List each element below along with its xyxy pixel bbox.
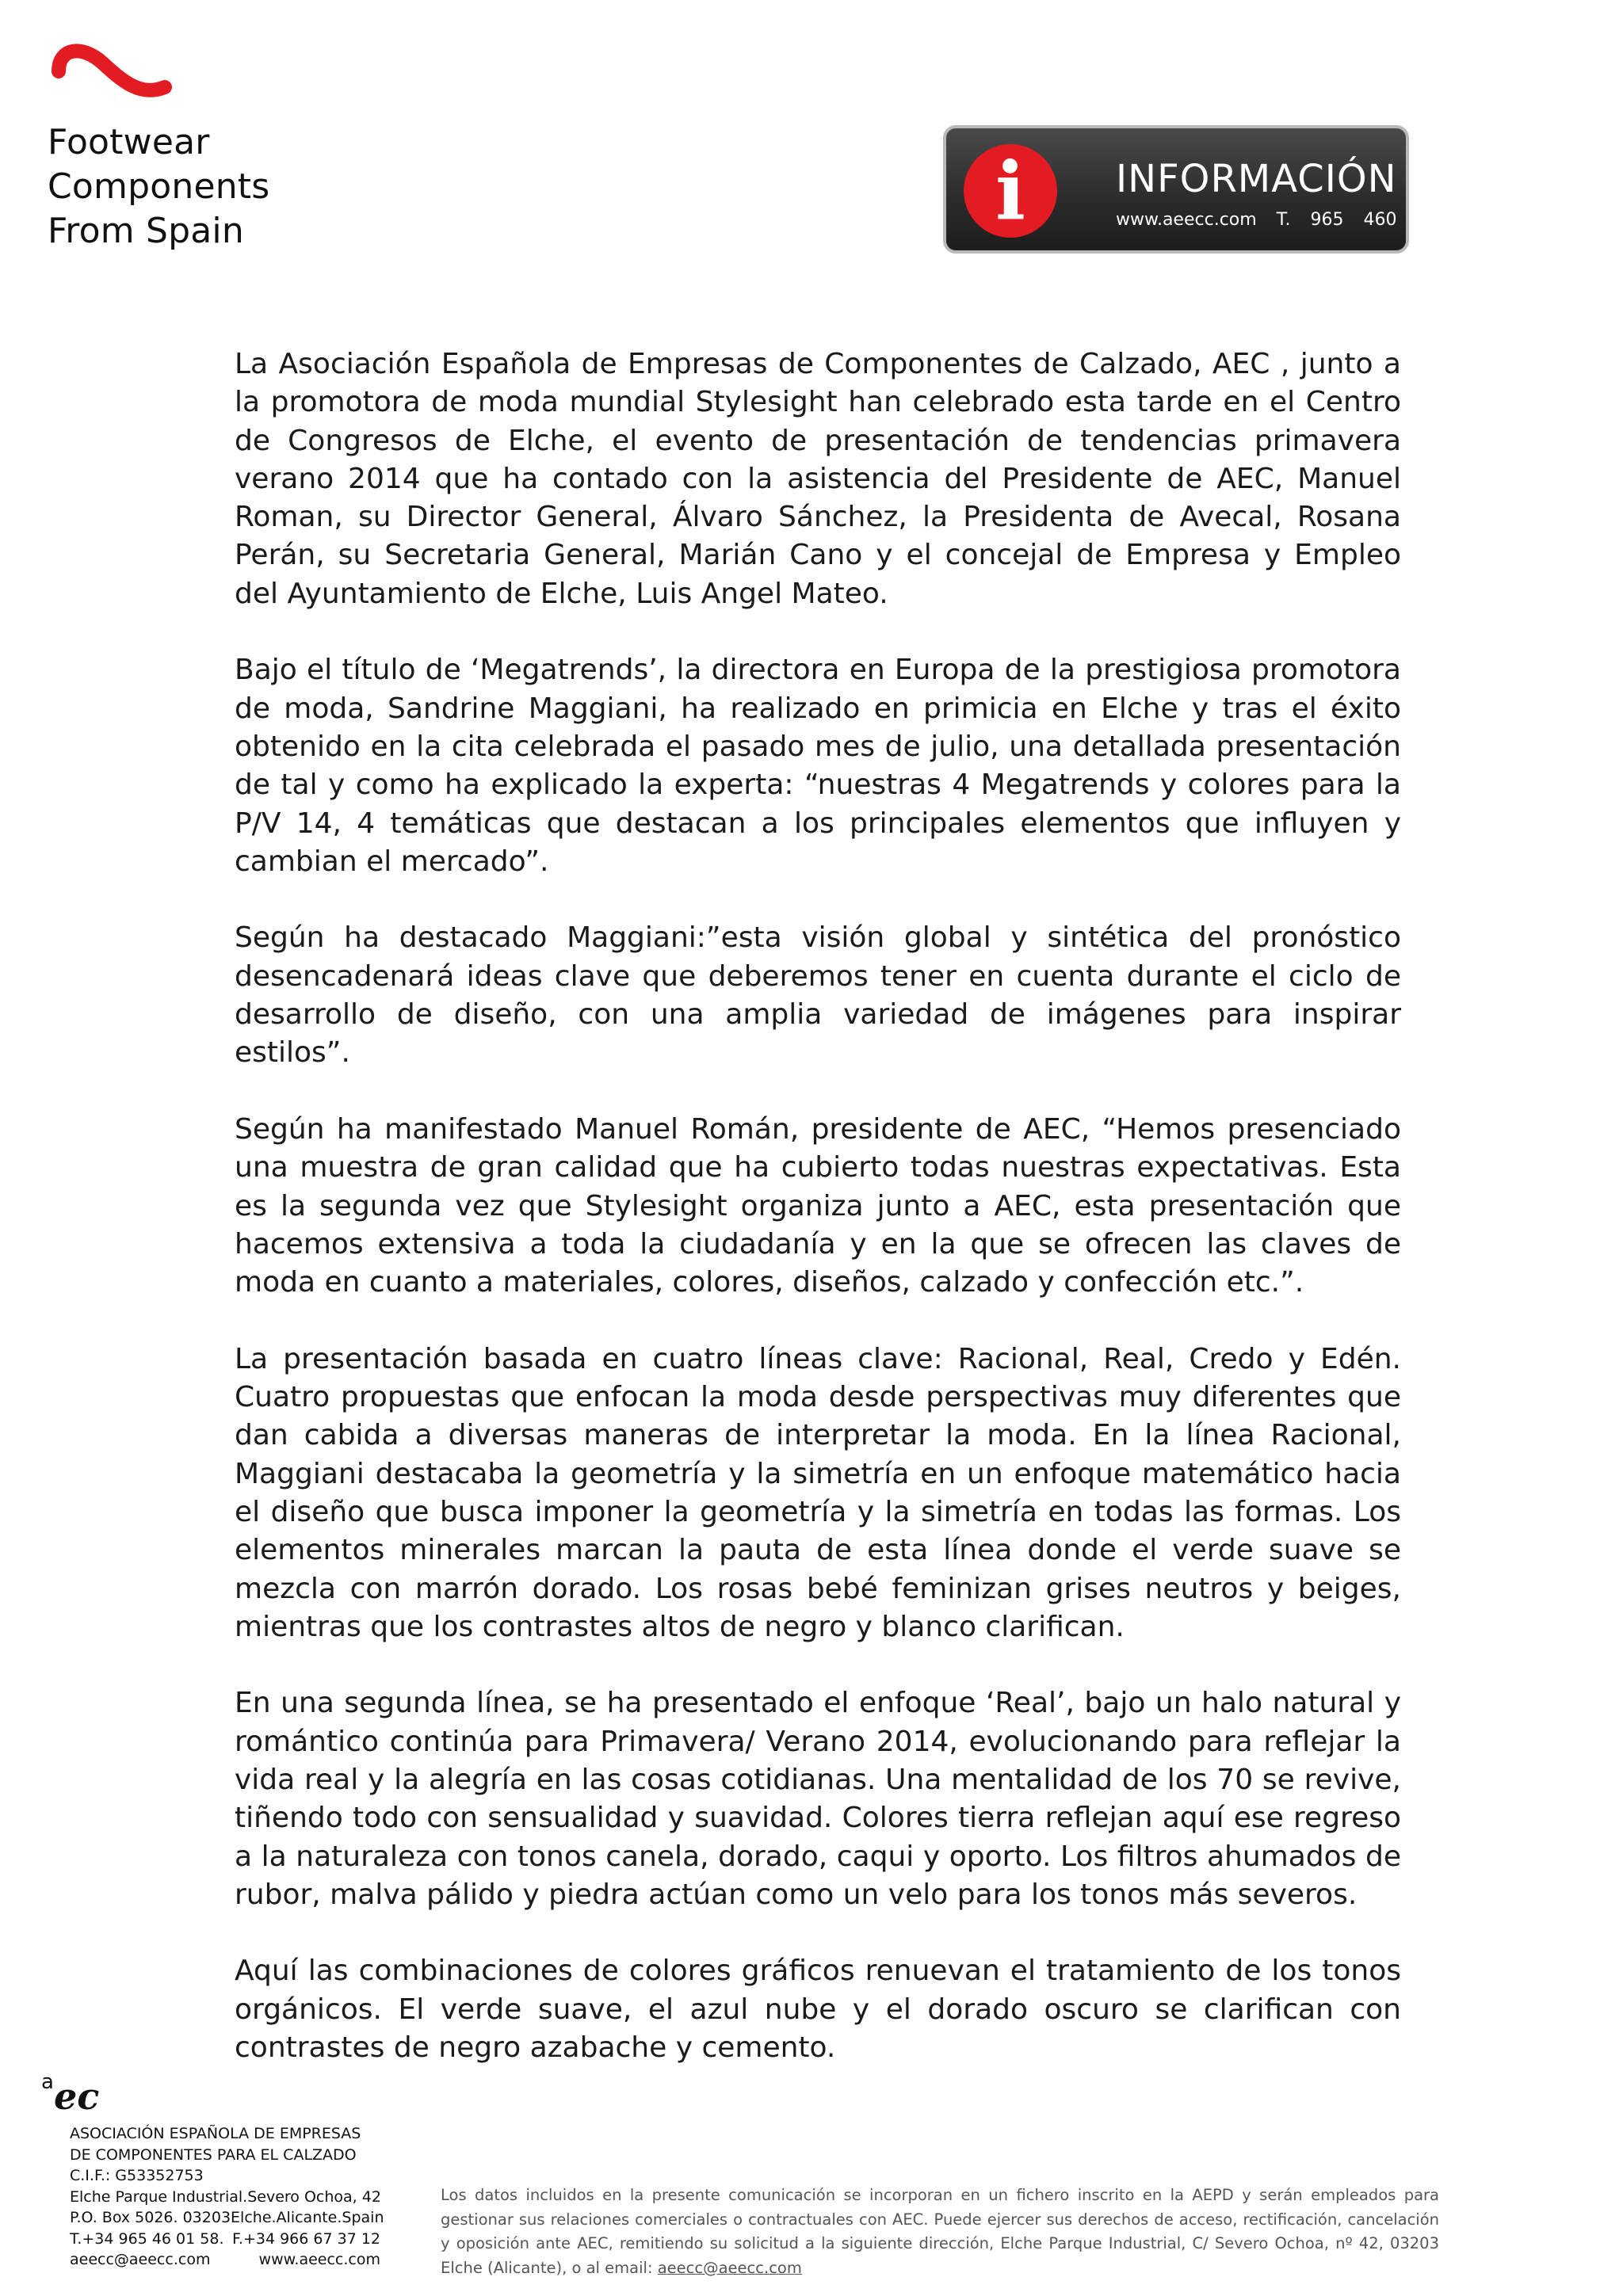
info-title: INFORMACIÓN <box>1116 157 1397 201</box>
logo-line-2: Components <box>48 166 270 207</box>
info-phone: T. 965 460 158 <box>1276 210 1450 230</box>
org-name-line-1: ASOCIACIÓN ESPAÑOLA DE EMPRESAS <box>70 2125 361 2142</box>
logo-wordmark <box>48 120 301 254</box>
logo-line-3: From Spain <box>48 211 244 251</box>
aec-logo-icon <box>40 2068 135 2118</box>
paragraph-3: Según ha destacado Maggiani:”esta visión global y sintética del pronóstico desencadenará ideas clave que deberemos tener en cuenta durante el ciclo de desarrollo de diseño, con una amplia variedad de imágenes para inspirar estilos”. <box>235 921 1401 1070</box>
paragraph-4: Según ha manifestado Manuel Román, presidente de AEC, “Hemos presenciado una muestra de gran calidad que ha cubierto todas nuestras expectativas. Esta es la segunda vez que Stylesight organiza junto a AEC, esta presentación que hacemos extensiva a toda la ciudadanía y en la que se ofrecen las claves de moda en cuanto a materiales, colores, diseños, calzado y confección etc.”. <box>235 1112 1401 1299</box>
info-website: www.aeecc.com <box>1116 210 1257 230</box>
paragraph-1: La Asociación Española de Empresas de Componentes de Calzado, AEC , junto a la promotora de moda mundial Stylesight han celebrado esta tarde en el Centro de Congresos de Elche, el evento de presentación de tendencias primavera verano 2014 que ha contado con la asistencia del Presidente de AEC, Manuel Roman, su Director General, Álvaro Sánchez, la Presidenta de Avecal, Rosana Perán, su Secretaria General, Marián Cano y el concejal de Empresa y Empleo del Ayuntamiento de Elche, Luis Angel Mateo. <box>235 348 1401 610</box>
privacy-disclaimer <box>441 2183 1439 2280</box>
paragraph-6: En una segunda línea, se ha presentado el enfoque ‘Real’, bajo un halo natural y romántico continúa para Primavera/ Verano 2014, evolucionando para reflejar la vida real y la alegría en las cosas cotidianas. Una mentalidad de los 70 se revive, tiñendo todo con sensualidad y suavidad. Colores tierra reflejan aquí ese regreso a la naturaleza con tonos canela, dorado, caqui y oporto. Los filtros ahumados de rubor, malva pálido y piedra actúan como un velo para los tonos más severos. <box>235 1687 1401 1911</box>
press-release-body <box>235 345 1401 2106</box>
org-phone-row <box>70 2229 380 2250</box>
disclaimer-email-link[interactable]: aeecc@aeecc.com <box>657 2258 802 2277</box>
aec-logo-ec: ec <box>54 2075 100 2118</box>
org-address-row <box>70 2187 380 2208</box>
org-pobox-row <box>70 2207 384 2229</box>
info-contact <box>1116 209 1449 231</box>
aec-logo-a: a <box>41 2070 54 2094</box>
org-website[interactable]: www.aeecc.com <box>258 2251 380 2268</box>
org-fax: F.+34 966 67 37 12 <box>232 2229 380 2248</box>
paragraph-7: Aquí las combinaciones de colores gráficos renuevan el tratamiento de los tonos orgánicos. El verde suave, el azul nube y el dorado oscuro se clarifican con contrastes de negro azabache y cemento. <box>235 1955 1401 2065</box>
org-pobox-right: Elche.Alicante.Spain <box>231 2209 384 2226</box>
paragraph-5: La presentación basada en cuatro líneas clave: Racional, Real, Credo y Edén. Cuatro propuestas que enfocan la moda desde perspectivas muy diferentes que dan cabida a diversas maneras de interpretar la moda. En la línea Racional, Maggiani destacaba la geometría y la simetría en un enfoque matemático hacia el diseño que busca imponer la geometría y la simetría en todas las formas. Los elementos minerales marcan la pauta de esta línea donde el verde suave se mezcla con marrón dorado. Los rosas bebé feminizan grises neutros y beiges, mientras que los contrastes altos de negro y blanco clarifican. <box>235 1342 1401 1643</box>
logo-line-1: Footwear <box>48 122 210 162</box>
information-badge <box>943 125 1450 254</box>
paragraph-2: Bajo el título de ‘Megatrends’, la directora en Europa de la prestigiosa promotora de moda, Sandrine Maggiani, ha realizado en primicia en Elche y tras el éxito obtenido en la cita celebrada el pasado mes de julio, una detallada presentación de tal y como ha explicado la experta: “nuestras 4 Megatrends y colores para la P/V 14, 4 temáticas que destacan a los principales elementos que influyen y cambian el mercado”. <box>235 654 1401 878</box>
disclaimer-text: Los datos incluidos en la presente comunicación se incorporan en un fichero inscrito en la AEPD y serán empleados para gestionar sus relaciones comerciales o contractuales con AEC. Puede ejercer sus derechos de acceso, rectificación, cancelación y oposición ante AEC, remitiendo su solicitud a la siguiente dirección, Elche Parque Industrial, C/ Severo Ochoa, nº 42, 03203 Elche (Alicante), o al email: <box>441 2186 1439 2277</box>
org-web-row <box>70 2249 380 2271</box>
org-phone: T.+34 965 46 01 58. <box>70 2229 224 2248</box>
org-cif: C.I.F.: G53352753 <box>70 2167 204 2184</box>
org-email[interactable]: aeecc@aeecc.com <box>70 2251 211 2268</box>
info-icon: i <box>964 144 1057 238</box>
org-address-right: Severo Ochoa, 42 <box>247 2187 381 2206</box>
organization-info <box>70 2123 384 2271</box>
org-pobox-left: P.O. Box 5026. 03203 <box>70 2209 231 2226</box>
org-name-line-2: DE COMPONENTES PARA EL CALZADO <box>70 2145 357 2164</box>
company-logo <box>48 40 301 254</box>
wave-logo-icon <box>48 40 174 111</box>
org-address-left: Elche Parque Industrial. <box>70 2187 248 2206</box>
